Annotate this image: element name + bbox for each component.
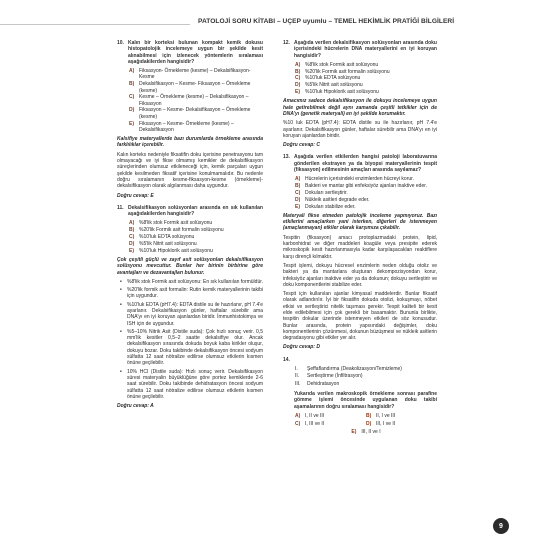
- page-number-badge: 9: [493, 518, 509, 534]
- option-a: A) I, II ve III: [295, 412, 325, 419]
- page-header: [0, 18, 550, 32]
- options-list: [117, 220, 263, 253]
- question-14-text: [283, 391, 437, 410]
- explanation-paragraph: Tespit için kullanılan ajanlar kimyasal maddelerdir. Bunlar fiksatif olarak adlandırılır. İyi bir fiksatifin dokuda otolizi, kokuşmayı, nöbet etkisi ve sertleştirici nitelik taşıması gerekir. Tespit kaliteli bir kesit elde edilebilmesi için çok gerekli bir basamaktır. Bununla birlikte, tespitin dokular üzerinde istenmeyen etkileri de söz konusudur. Bunlar arasında, protein yapısındaki değişimler, doku komponentlerinin çözünmesi, dokunun büzüşmesi ve nükleik asitlerin degradasyonu gibi etkiler yer alır.: [283, 291, 437, 342]
- question-number: 13.: [283, 154, 290, 161]
- question-text: Dekalsifikasyon solüsyonları arasında en sık kullanılan aşağıdakilerden hangisidir?: [128, 204, 263, 218]
- question-number: 14.: [283, 356, 290, 363]
- option-b: B) %20'lik Formik asit formalin solüsyonu: [295, 68, 390, 75]
- bullet-dot-icon: •: [120, 278, 122, 285]
- option-b: B) Dekalsifikasyon – Kesme- Fiksasyon – Örnekleme (kesme): [129, 81, 251, 94]
- option-b: B) II, I ve III: [366, 412, 396, 419]
- option-d: D) %5'lik Nitrit asit solüsyonu: [129, 240, 197, 247]
- bullet-dot-icon: •: [120, 301, 122, 308]
- option-c: C) I, III ve II: [295, 421, 325, 428]
- header-rule: [0, 24, 190, 25]
- option-a: A) %8'lik stok Formik asit solüsyonu: [295, 61, 379, 68]
- option-a: A) %8'lik stok Formik asit solüsyonu: [129, 220, 213, 227]
- explanation-emphasis: Materyali fikse etmeden patolojik inceleme yapmıyoruz. Bazı etkilerini amaçlarken yani isterken, diğerleri de istenmeyen (amaçlanmayan) etkiler olarak karşımıza çıkabilir.: [283, 212, 437, 232]
- option-e: E) %10'luk Hipoklorik asit solüsyonu: [295, 89, 379, 96]
- option-e: E) %10'luk Hipoklorik asit solüsyonu: [129, 247, 213, 254]
- question-number: 10.: [117, 40, 124, 46]
- option-d: D) Fiksasyon – Kesme- Dekalsifikasyon – Örnekleme (kesme): [129, 107, 251, 120]
- option-e: E) III, II ve I: [351, 429, 381, 436]
- correct-answer: Doğru cevap: E: [117, 192, 154, 199]
- option-c: C) Dokuları sertleştirir.: [295, 189, 348, 196]
- bullet-item: • %5–10% Nitrik Asit (Distile suda): Çok hızlı sonuç verir. 0,5 mm'lik kesitler 0,5–2 saatte dekalsifiye olur. Ancak dekalsifikasyon sırasında dokuda boyuk kaba kirikler oluşur, dokuyu bozar. Doku takibinde dekalsifikasyon öncesi sodyum sülfatta 12 saat nötralize edilirse olumsuz etkilerin kısmen önüne geçilebilir.: [120, 328, 263, 367]
- option-a: A) Fiksasyon- Örnekleme (kesme) – Dekalsifikasyon- Kesme: [129, 68, 251, 81]
- bullet-dot-icon: •: [120, 287, 122, 294]
- question-14: [283, 357, 437, 363]
- list-item: I. Şeffaflandırma (Deakolizasyon/Temizleme): [295, 366, 402, 373]
- option-a: A) Hücrelerin içerisindeki enzimlerden hücreyi korur.: [295, 176, 414, 183]
- option-d: D) Nükleik asitleri degrade eder.: [295, 196, 370, 203]
- option-b: B) %20'lik Formik asit formalin solüsyonu: [129, 227, 224, 234]
- bullet-list: [117, 279, 263, 400]
- question-text: Aşağıda verilen etkilerden hangisi patoloji laboratuvarına gönderilen ekstrayen ya da biyopsi materyallerinin tespit (fiksasyon) edilmesinin amaçları arasında sayılamaz?: [294, 154, 437, 174]
- option-d: D) III, I ve II: [366, 421, 396, 428]
- correct-answer: Doğru cevap: C: [283, 142, 320, 149]
- question-text: Aşağıda verilen dekalsifikasyon solüsyonları arasında doku içerisindeki hücrelerin DNA materyallerini en iyi koruyan hangisidir?: [294, 40, 437, 59]
- option-e: E) Fiksasyon – Kesme- Örnekleme (kesme) – Dekalsifikasyon: [129, 120, 234, 133]
- question-text: Yukarıda verilen makroskopik örnekleme sonrası parafine gömme işlemi öncesinde uygulanan doku takibi aşamalarının doğru sıralaması hangisidir?: [294, 390, 437, 410]
- option-c: C) %10'luk EDTA solüsyonu: [295, 75, 361, 82]
- left-column: [117, 40, 263, 415]
- bullet-item: • %8'lik stok Formik asit solüsyonu: En sık kullanılan formüldür.: [120, 278, 264, 285]
- explanation-paragraph: %10 luk EDTA (pH7.4): EDTA distile su ile hazırlanır, pH 7.4'e ayarlanır. Dekalsifikasyon günler, haftalar sürebilir ama DNA'yı en iyi koruyan ajanlardan biridir.: [283, 120, 437, 139]
- bullet-item: • %20'lik formik asit formalin: Rutin kemik materyallerinin takibi için uygundur.: [120, 287, 263, 300]
- option-c: C) Kesme – Örnekleme (kesme) – Dekalsifikasyon – Fiksasyon: [129, 94, 249, 107]
- question-12: [283, 40, 437, 59]
- question-number: 12.: [283, 40, 290, 46]
- explanation-emphasis: Çok çeşitli güçlü ve zayıf asit solüsyonları dekalsifikasyon solüsyonu mevcuttur. Bunlar her birinin birbirine göre avantajları ve dezavantajları bulunur.: [117, 256, 263, 276]
- bullet-dot-icon: •: [120, 368, 122, 375]
- options-list: [283, 176, 437, 209]
- header-title: PATOLOJİ SORU KİTABI – UÇEP uyumlu – TEMEL HEKİMLİK PRATİĞİ BİLGİLERİ: [198, 18, 455, 25]
- bullet-item: • %10'luk EDTA (pH7.4): EDTA distile su ile hazırlanır, pH 7.4'e ayarlanır. Dekalsifikasyon günler, haftalar sürebilir ama DNA'yı en iyi koruyan ajanlardan biridir. İmmunhistokimya ve ISH için de uygundur.: [120, 301, 263, 327]
- options-grid: [283, 413, 437, 436]
- list-item: III. Dehidratasyon: [295, 380, 340, 387]
- question-text: Kalın bir korteksi bulunan kompakt kemik dokusu histopatolojik incelemeye uygun bir şekilde kesit alınabilmesi için izlenecek yöntemlerin sıralaması aşağıdakilerden hangisidir?: [128, 40, 263, 65]
- correct-answer: Doğru cevap: A: [117, 403, 154, 410]
- explanation-paragraph: Kalın korteks nedeniyle fiksatifin doku içerisine penetrasyonu tam olmayacağı ve iyi fikse olmamış kemikler de dekalsifikasyon süreçlerinden olumsuz etkileneceği için, kemik parçaları uygun şekilde kesilmeden fiksatif içerisine konulmamalıdır. Bu nedenle doğru sıralamanın kesme-fiksasyon-kesme (örnekleme)-dekalsifikasyon olarak algılanması daha uygundur.: [117, 151, 263, 190]
- page-body: [0, 40, 550, 545]
- option-c: C) %10'luk EDTA solüsyonu: [129, 234, 195, 241]
- explanation-paragraph: Tespit işlemi, dokuyu hücresel enzimlerin neden olduğu otoliz ve bakteri ya da mantarlara oluşturan dekompozisyondan korur, infeksiyöz ajanları inaktive eder ya da dokunun; dokuyu sertleştirir ve doku komponentlerini stabilize eder.: [283, 262, 437, 288]
- options-list: [117, 68, 263, 133]
- explanation-paragraph: Tespitin (fiksasyon) amacı protoplazmadaki protein, lipid, karbonhidrat ve diğer maddeleri koagüle veya presipite ederek mikroskopik kesit hazırlanmasıyla kadar karşılaşacakları reaktiflere karşı dirençli kılmaktır.: [283, 234, 437, 260]
- right-column: [283, 40, 437, 438]
- explanation-emphasis: Kalsifiye materyallerde bazı durumlarda örnekleme arasında farklılıklar içerebilir.: [117, 136, 263, 149]
- question-number: 11.: [117, 204, 124, 211]
- question-11: [117, 205, 263, 218]
- options-list: [283, 62, 437, 95]
- bullet-item: • 10% HCl (Distile suda): Hızlı sonuç verir. Dekalsifikasyon süresi materyalin büyüklüğüne göre portez kemiklerde 2-6 saat sürebilir. Doku takibinde dehidratasyon öncesi sodyum sülfatta 12 saat nötralize edilirse olumsuz etkilerin kısmen önüne geçilebilir.: [120, 368, 263, 400]
- option-d: D) %5'lik Nitrit asit solüsyonu: [295, 82, 363, 89]
- bullet-dot-icon: •: [120, 328, 122, 335]
- list-item: II. Sertleştirme (İnfiltrasyon): [295, 373, 363, 380]
- question-10: [117, 40, 263, 65]
- explanation-emphasis: Amacımız sadece dekalsifikasyon ile dokuyu incelemeye uygun hale getirebilmek değil aynı zamanda çeşitli tetkikler için de DNA'yı (genetik materyali) en iyi şekilde korumaktır.: [283, 98, 437, 117]
- option-e: E) Dokuları stabilize eder.: [295, 203, 356, 210]
- option-b: B) Bakteri ve mantar gibi enfeksiyöz ajanları inaktive eder.: [295, 183, 428, 190]
- roman-list: [283, 366, 437, 387]
- correct-answer: Doğru cevap: D: [283, 344, 320, 351]
- question-13: [283, 154, 437, 173]
